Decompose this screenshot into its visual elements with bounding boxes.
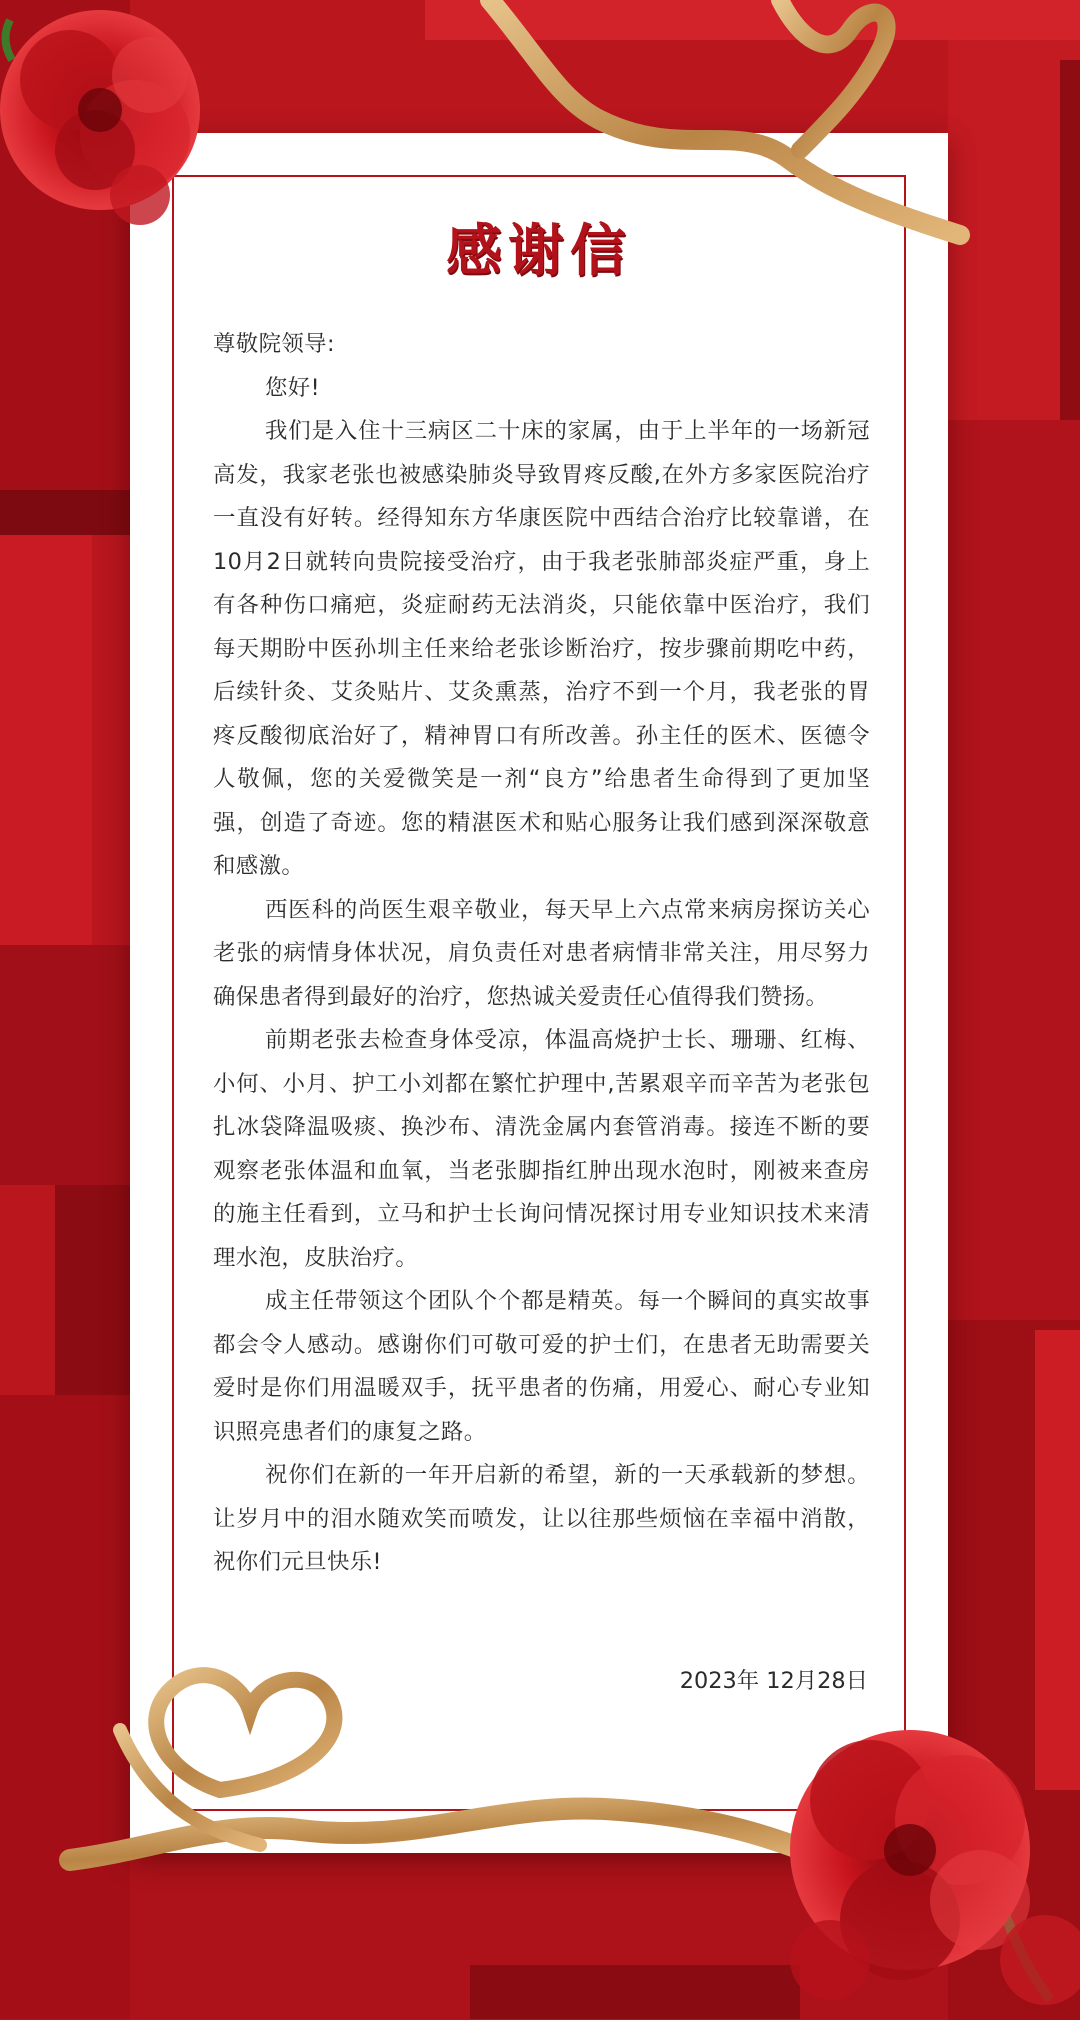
- letter-paragraph: 祝你们在新的一年开启新的希望，新的一天承载新的梦想。让岁月中的泪水随欢笑而喷发，让以往那些烦恼在幸福中消散，祝你们元旦快乐!: [213, 1462, 870, 1575]
- letter-title: 感谢信: [446, 218, 632, 284]
- letter-paragraph: 前期老张去检查身体受凉，体温高烧护士长、珊珊、红梅、小何、小月、护工小刘都在繁忙护理中,苦累艰辛而辛苦为老张包扎冰袋降温吸痰、换沙布、清洗金属内套管消毒。接连不断的要观察老张体温和血氧，当老张脚指红肿出现水泡时，刚被来查房的施主任看到，立马和护士长询问情况探讨用专业知识技术来清理水泡，皮肤治疗。: [213, 1027, 870, 1271]
- letter-paragraph: 成主任带领这个团队个个都是精英。每一个瞬间的真实故事都会令人感动。感谢你们可敬可爱的护士们，在患者无助需要关爱时是你们用温暖双手，抚平患者的伤痛，用爱心、耐心专业知识照亮患者们的康复之路。: [213, 1288, 870, 1445]
- letter-paragraph: 我们是入住十三病区二十床的家属，由于上半年的一场新冠高发，我家老张也被感染肺炎导致胃疼反酸,在外方多家医院治疗一直没有好转。经得知东方华康医院中西结合治疗比较靠谱，在10月2日就转向贵院接受治疗，由于我老张肺部炎症严重，身上有各种伤口痛疤，炎症耐药无法消炎，只能依靠中医治疗，我们每天期盼中医孙圳主任来给老张诊断治疗，按步骤前期吃中药，后续针灸、艾灸贴片、艾灸熏蒸，治疗不到一个月，我老张的胃疼反酸彻底治好了，精神胃口有所改善。孙主任的医术、医德令人敬佩，您的关爱微笑是一剂“良方”给患者生命得到了更加坚强，创造了奇迹。您的精湛医术和贴心服务让我们感到深深敬意和感激。: [213, 418, 870, 879]
- heart-ribbon-icon: [70, 1675, 830, 1860]
- letter-date: 2023年 12月28日: [679, 1668, 868, 1694]
- letter-greeting: 您好!: [265, 374, 320, 401]
- carnation-flower-icon: [0, 10, 200, 225]
- letter-salutation: 尊敬院领导:: [213, 331, 335, 357]
- gold-ribbon-icon: [490, 0, 960, 235]
- carnation-flower-icon: [790, 1730, 1080, 2005]
- letter-paragraph: 西医科的尚医生艰辛敬业，每天早上六点常来病房探访关心老张的病情身体状况，肩负责任对患者病情非常关注，用尽努力确保患者得到最好的治疗，您热诚关爱责任心值得我们赞扬。: [213, 896, 870, 1010]
